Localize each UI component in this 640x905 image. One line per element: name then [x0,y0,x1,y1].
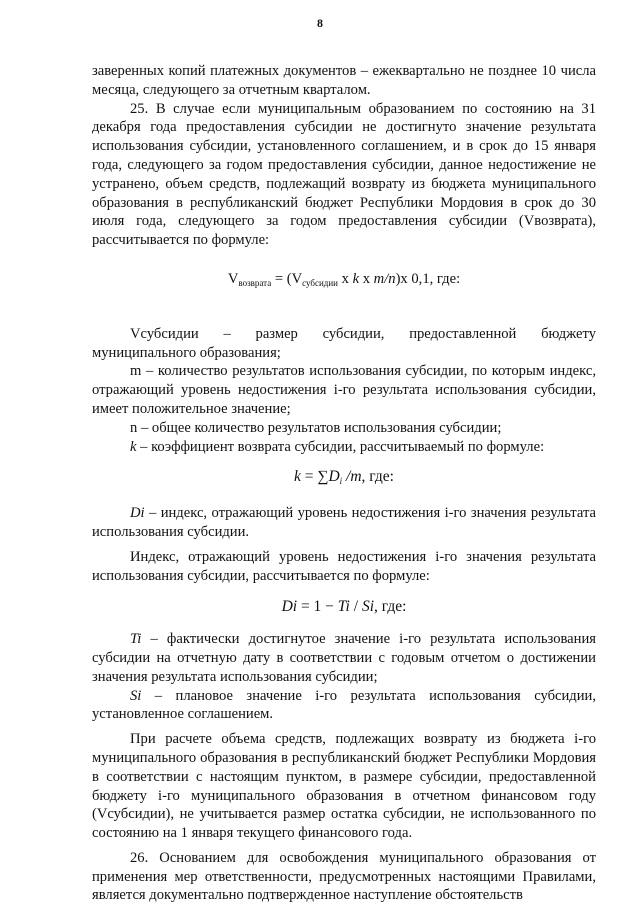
paragraph-26: 26. Основанием для освобождения муниципального образования от применения мер ответственности, предусмотренных настоящими Правилами, является документально подтвержденное наступление обстоятельств [92,849,596,904]
definition-m: m – количество результатов использования субсидии, по которым индекс, отражающий уровень недостижения i-го результата использования субсидии, имеет положительное значение; [92,363,596,417]
definition-k [92,438,596,457]
definition-di-text: – индекс, отражающий уровень недостижения i-го значения результата использования субсидии. [92,505,596,540]
formula2-sum: = ∑ [300,468,329,486]
formula3-ti: Ti [337,598,350,616]
definition-di [92,504,596,542]
formula-sub-return: возврата [238,277,272,288]
formula-eq-open: = (V [271,270,303,287]
document-body [92,62,596,905]
page-number: 8 [317,16,323,30]
formula-k-coefficient [92,468,596,491]
formula3-mid: = 1 − [297,598,338,616]
symbol-si: Si [130,687,142,704]
formula-k: k [352,270,360,287]
formula-mn: m/n [373,270,396,287]
definition-ti [92,630,596,686]
definition-si [92,687,596,725]
calculation-note: При расчете объема средств, подлежащих возврату из бюджета i-го муниципального образования в республиканский бюджет Республики Мордовия в соответствии с настоящим пунктом, в размере субсидии, предоставленной бюджету i-го муниципального образования в отчетном финансовом году (Vсубсидии), не учитывается размер остатка субсидии, не использованного по состоянию на 1 января текущего финансового года. [92,731,596,842]
formula3-di: Di [281,598,298,616]
formula-times-1: x [338,270,353,287]
formula3-si: Si [361,598,374,616]
formula2-m: /m [342,468,362,486]
definition-k-text: – коэффициент возврата субсидии, рассчитываемый по формуле: [136,438,545,455]
formula2-k: k [294,468,301,486]
formula-sub-subsidy: субсидии [302,277,338,288]
definition-vsubsidy: Vсубсидии – размер субсидии, предоставленной бюджету муниципального образования; [92,325,596,361]
formula-times-2: x [359,270,374,287]
formula3-slash: / [349,598,362,616]
formula-tail: )x 0,1, где: [395,270,461,287]
definition-si-text: – плановое значение i-го результата использования субсидии, установленное соглашением. [92,687,596,723]
formula2-d: D [328,468,340,486]
formula2-d-sub: i [339,476,343,487]
definition-ti-text: – фактически достигнутое значение i-го результата использования субсидии на отчетную дату в соответствии с годовым отчетом о достижении значения результата использования субсидии; [92,631,596,685]
formula-v: V [227,270,239,287]
symbol-k: k [130,438,137,455]
symbol-ti: Ti [130,631,142,648]
definition-n: n – общее количество результатов использования субсидии; [130,419,502,436]
formula-return-volume [92,270,596,293]
formula2-tail: , где: [361,468,394,486]
paragraph-25: 25. В случае если муниципальным образованием по состоянию на 31 декабря года предоставления субсидии не достигнуто значение результата использования субсидии, установленного соглашением, и в срок до 15 января года, следующего за годом предоставления субсидии, данное недостижение не устранено, объем средств, подлежащий возврату из бюджета муниципального образования в республиканский бюджет Республики Мордовия в срок до 30 июля года, следующего за годом предоставления субсидии (Vвозврата), рассчитывается по формуле: [92,100,596,249]
paragraph-continuation: заверенных копий платежных документов – ежеквартально не позднее 10 числа месяца, следующего за отчетным кварталом. [92,63,596,98]
index-intro: Индекс, отражающий уровень недостижения i-го значения результата использования субсидии, рассчитывается по формуле: [92,548,596,584]
formula3-tail: , где: [374,598,407,616]
formula-di-index [92,598,596,617]
symbol-di: Di [130,505,145,522]
